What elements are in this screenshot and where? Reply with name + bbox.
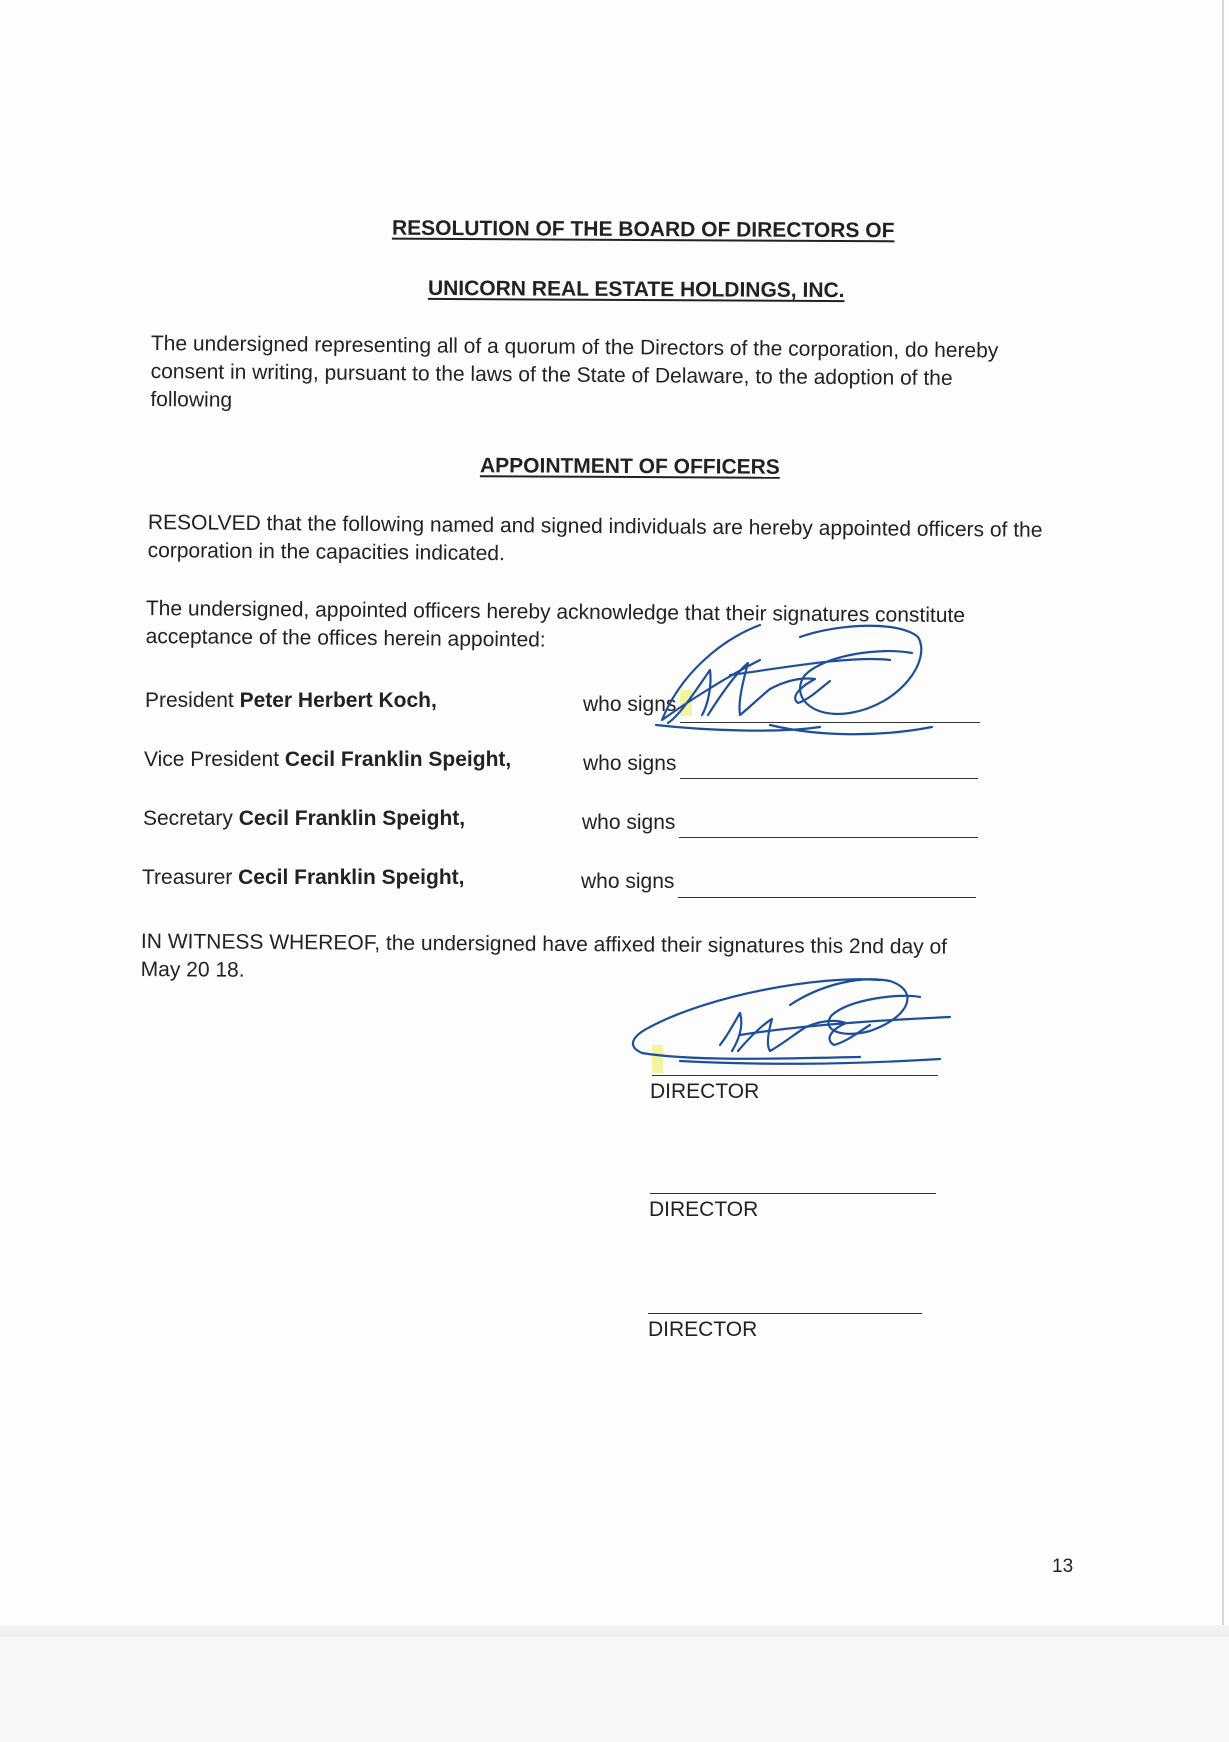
page-bottom-area <box>0 1637 1229 1742</box>
witness-line-2: May 20 18. <box>140 957 245 982</box>
officer-name: Peter Herbert Koch, <box>239 689 437 712</box>
signature-president <box>650 615 970 765</box>
officer-name: Cecil Franklin Speight, <box>284 748 512 771</box>
officer-title: Treasurer <box>142 866 233 889</box>
officer-signs-label-treasurer: who signs <box>581 870 675 893</box>
acknowledge-line-1: The undersigned, appointed officers hereby acknowledge that their signatures constitute <box>145 596 966 628</box>
page-edge <box>1222 0 1224 1742</box>
resolved-line-2: corporation in the capacities indicated. <box>147 538 505 566</box>
officer-signs-label-secretary: who signs <box>582 811 676 834</box>
officer-signs-label-president: who signs <box>583 693 677 716</box>
scan-band <box>0 1625 1229 1637</box>
officer-row-vice-president <box>144 748 511 772</box>
officer-title: Vice President <box>144 748 280 771</box>
director-label-2: DIRECTOR <box>649 1198 759 1221</box>
director-line-3[interactable] <box>648 1313 922 1314</box>
director-line-2[interactable] <box>650 1193 936 1194</box>
officer-row-treasurer <box>142 866 464 890</box>
resolved-paragraph <box>148 509 1043 573</box>
page-number: 13 <box>1052 1556 1074 1577</box>
resolved-line-1: RESOLVED that the following named and signed individuals are hereby appointed officers of the <box>147 510 1043 542</box>
director-label-3: DIRECTOR <box>648 1318 758 1341</box>
intro-line-2: consent in writing, pursuant to the laws of the State of Delaware, to the adoption of the <box>150 359 953 390</box>
officer-title: President <box>145 689 234 712</box>
officer-row-president <box>145 689 437 713</box>
officer-signs-label-vice-president: who signs <box>583 752 677 775</box>
intro-line-1: The undersigned representing all of a quorum of the Directors of the corporation, do hereby <box>150 331 999 363</box>
title-line-1: RESOLUTION OF THE BOARD OF DIRECTORS OF <box>391 216 895 243</box>
officer-name: Cecil Franklin Speight, <box>238 807 466 830</box>
signature-director <box>620 965 980 1085</box>
title-line-2: UNICORN REAL ESTATE HOLDINGS, INC. <box>427 276 845 303</box>
intro-paragraph <box>150 330 998 421</box>
officer-row-secretary <box>143 807 465 831</box>
acknowledge-line-2: acceptance of the offices herein appointed: <box>145 624 546 652</box>
section-heading: APPOINTMENT OF OFFICERS <box>479 454 780 479</box>
signature-line-treasurer[interactable] <box>678 897 976 898</box>
officer-name: Cecil Franklin Speight, <box>238 866 465 889</box>
director-label-1: DIRECTOR <box>650 1080 760 1103</box>
witness-line-1: IN WITNESS WHEREOF, the undersigned have affixed their signatures this 2nd day of <box>140 929 948 959</box>
officer-title: Secretary <box>143 807 233 830</box>
signature-line-secretary[interactable] <box>679 837 978 838</box>
signature-line-vice-president[interactable] <box>680 778 978 779</box>
intro-line-3: following <box>150 387 233 412</box>
